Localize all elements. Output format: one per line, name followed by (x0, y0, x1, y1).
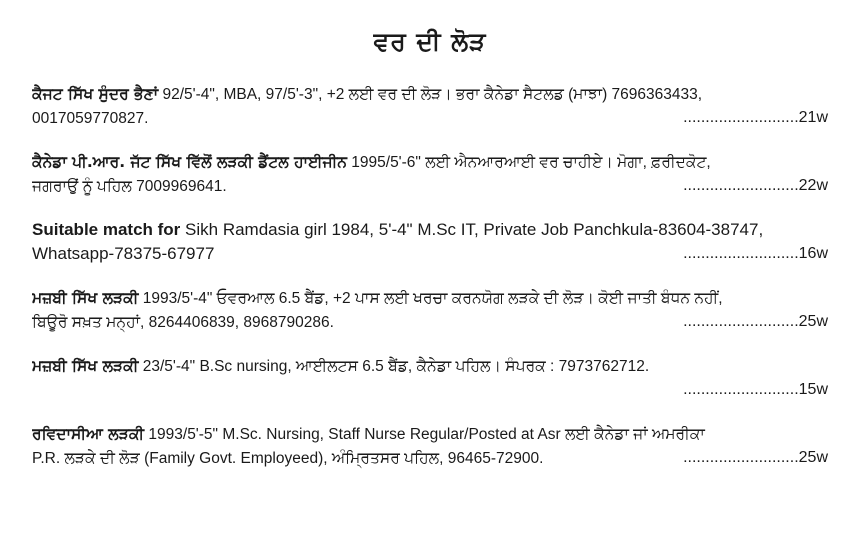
ad-code: ..........................15w (679, 378, 828, 402)
ad-text-continued: P.R. ਲੜਕੇ ਦੀ ਲੋੜ (Family Govt. Employeed), ਅੰਮ੍ਰਿਤਸਰ ਪਹਿਲ, 96465-72900. (32, 450, 544, 467)
ad-line-1 (32, 422, 828, 446)
ad-line-1 (32, 354, 828, 378)
ad-text: 1993/5'-4" ਓਵਰਆਲ 6.5 ਬੈਂਡ, +2 ਪਾਸ ਲਈ ਖਰਚਾ ਕਰਨਯੋਗ ਲੜਕੇ ਦੀ ਲੋੜ। ਕੋਈ ਜਾਤੀ ਬੰਧਨ ਨਹੀਂ, (138, 290, 723, 307)
ad-line-1 (32, 150, 828, 174)
ad-lead: ਮਜ਼ਬੀ ਸਿੱਖ ਲੜਕੀ (32, 289, 139, 307)
ad-text-continued: ਬਿਊਰੋ ਸਖ਼ਤ ਮਨ੍ਹਾਂ, 8264406839, 8968790286. (32, 314, 334, 331)
ad-text-continued: ਜਗਰਾਉਂ ਨੂੰ ਪਹਿਲ 7009969641. (32, 178, 227, 195)
page-title: ਵਰ ਦੀ ਲੋੜ (373, 27, 487, 56)
ad-code: ..........................22w (679, 174, 828, 198)
ad-code: ..........................25w (679, 310, 828, 334)
ad-text: 1995/5'-6" ਲਈ ਐਨਆਰਆਈ ਵਰ ਚਾਹੀਏ। ਮੋਗਾ, ਫ਼ਰੀਦਕੋਟ, (346, 154, 711, 171)
classified-ad-3 (32, 218, 828, 266)
ad-text: 23/5'-4" B.Sc nursing, ਆਈਲਟਸ 6.5 ਬੈਂਡ, ਕੈਨੇਡਾ ਪਹਿਲ। ਸੰਪਰਕ : 7973762712. (138, 358, 650, 375)
classified-ad-1 (32, 82, 828, 130)
classified-ad-5 (32, 354, 828, 402)
ad-text: 92/5'-4", MBA, 97/5'-3", +2 ਲਈ ਵਰ ਦੀ ਲੋੜ। ਭਰਾ ਕੈਨੇਡਾ ਸੈਟਲਡ (ਮਾਝਾ) 7696363433, (158, 86, 703, 103)
ad-lead: ਰਵਿਦਾਸੀਆ ਲੜਕੀ (32, 425, 145, 443)
ad-lead: ਕੈਜਟ ਸਿੱਖ ਸੁੰਦਰ ਭੈਣਾਂ (32, 85, 159, 103)
ad-line-1 (32, 218, 828, 242)
ad-lead: ਮਜ਼ਬੀ ਸਿੱਖ ਲੜਕੀ (32, 357, 139, 375)
ad-code: ..........................21w (679, 106, 828, 130)
ad-lead: Suitable match for (32, 220, 181, 239)
ad-line-1 (32, 82, 828, 106)
classified-ad-6 (32, 422, 828, 470)
ad-text-continued: 0017059770827. (32, 110, 149, 127)
ad-text-continued: Whatsapp-78375-67977 (32, 244, 215, 263)
classified-ad-4 (32, 286, 828, 334)
classified-ad-2 (32, 150, 828, 198)
ad-code: ..........................25w (679, 446, 828, 470)
ad-lead: ਕੈਨੇਡਾ ਪੀ.ਆਰ. ਜੱਟ ਸਿੱਖ ਵਿੱਲੋਂ ਲੜਕੀ ਡੈਂਟਲ ਹਾਈਜੀਨ (32, 153, 347, 171)
ad-text: Sikh Ramdasia girl 1984, 5'-4" M.Sc IT, Private Job Panchkula-83604-38747, (180, 220, 764, 239)
ad-text: 1993/5'-5" M.Sc. Nursing, Staff Nurse Regular/Posted at Asr ਲਈ ਕੈਨੇਡਾ ਜਾਂ ਅਮਰੀਕਾ (144, 426, 705, 443)
ad-line-1 (32, 286, 828, 310)
ad-code: ..........................16w (679, 242, 828, 266)
